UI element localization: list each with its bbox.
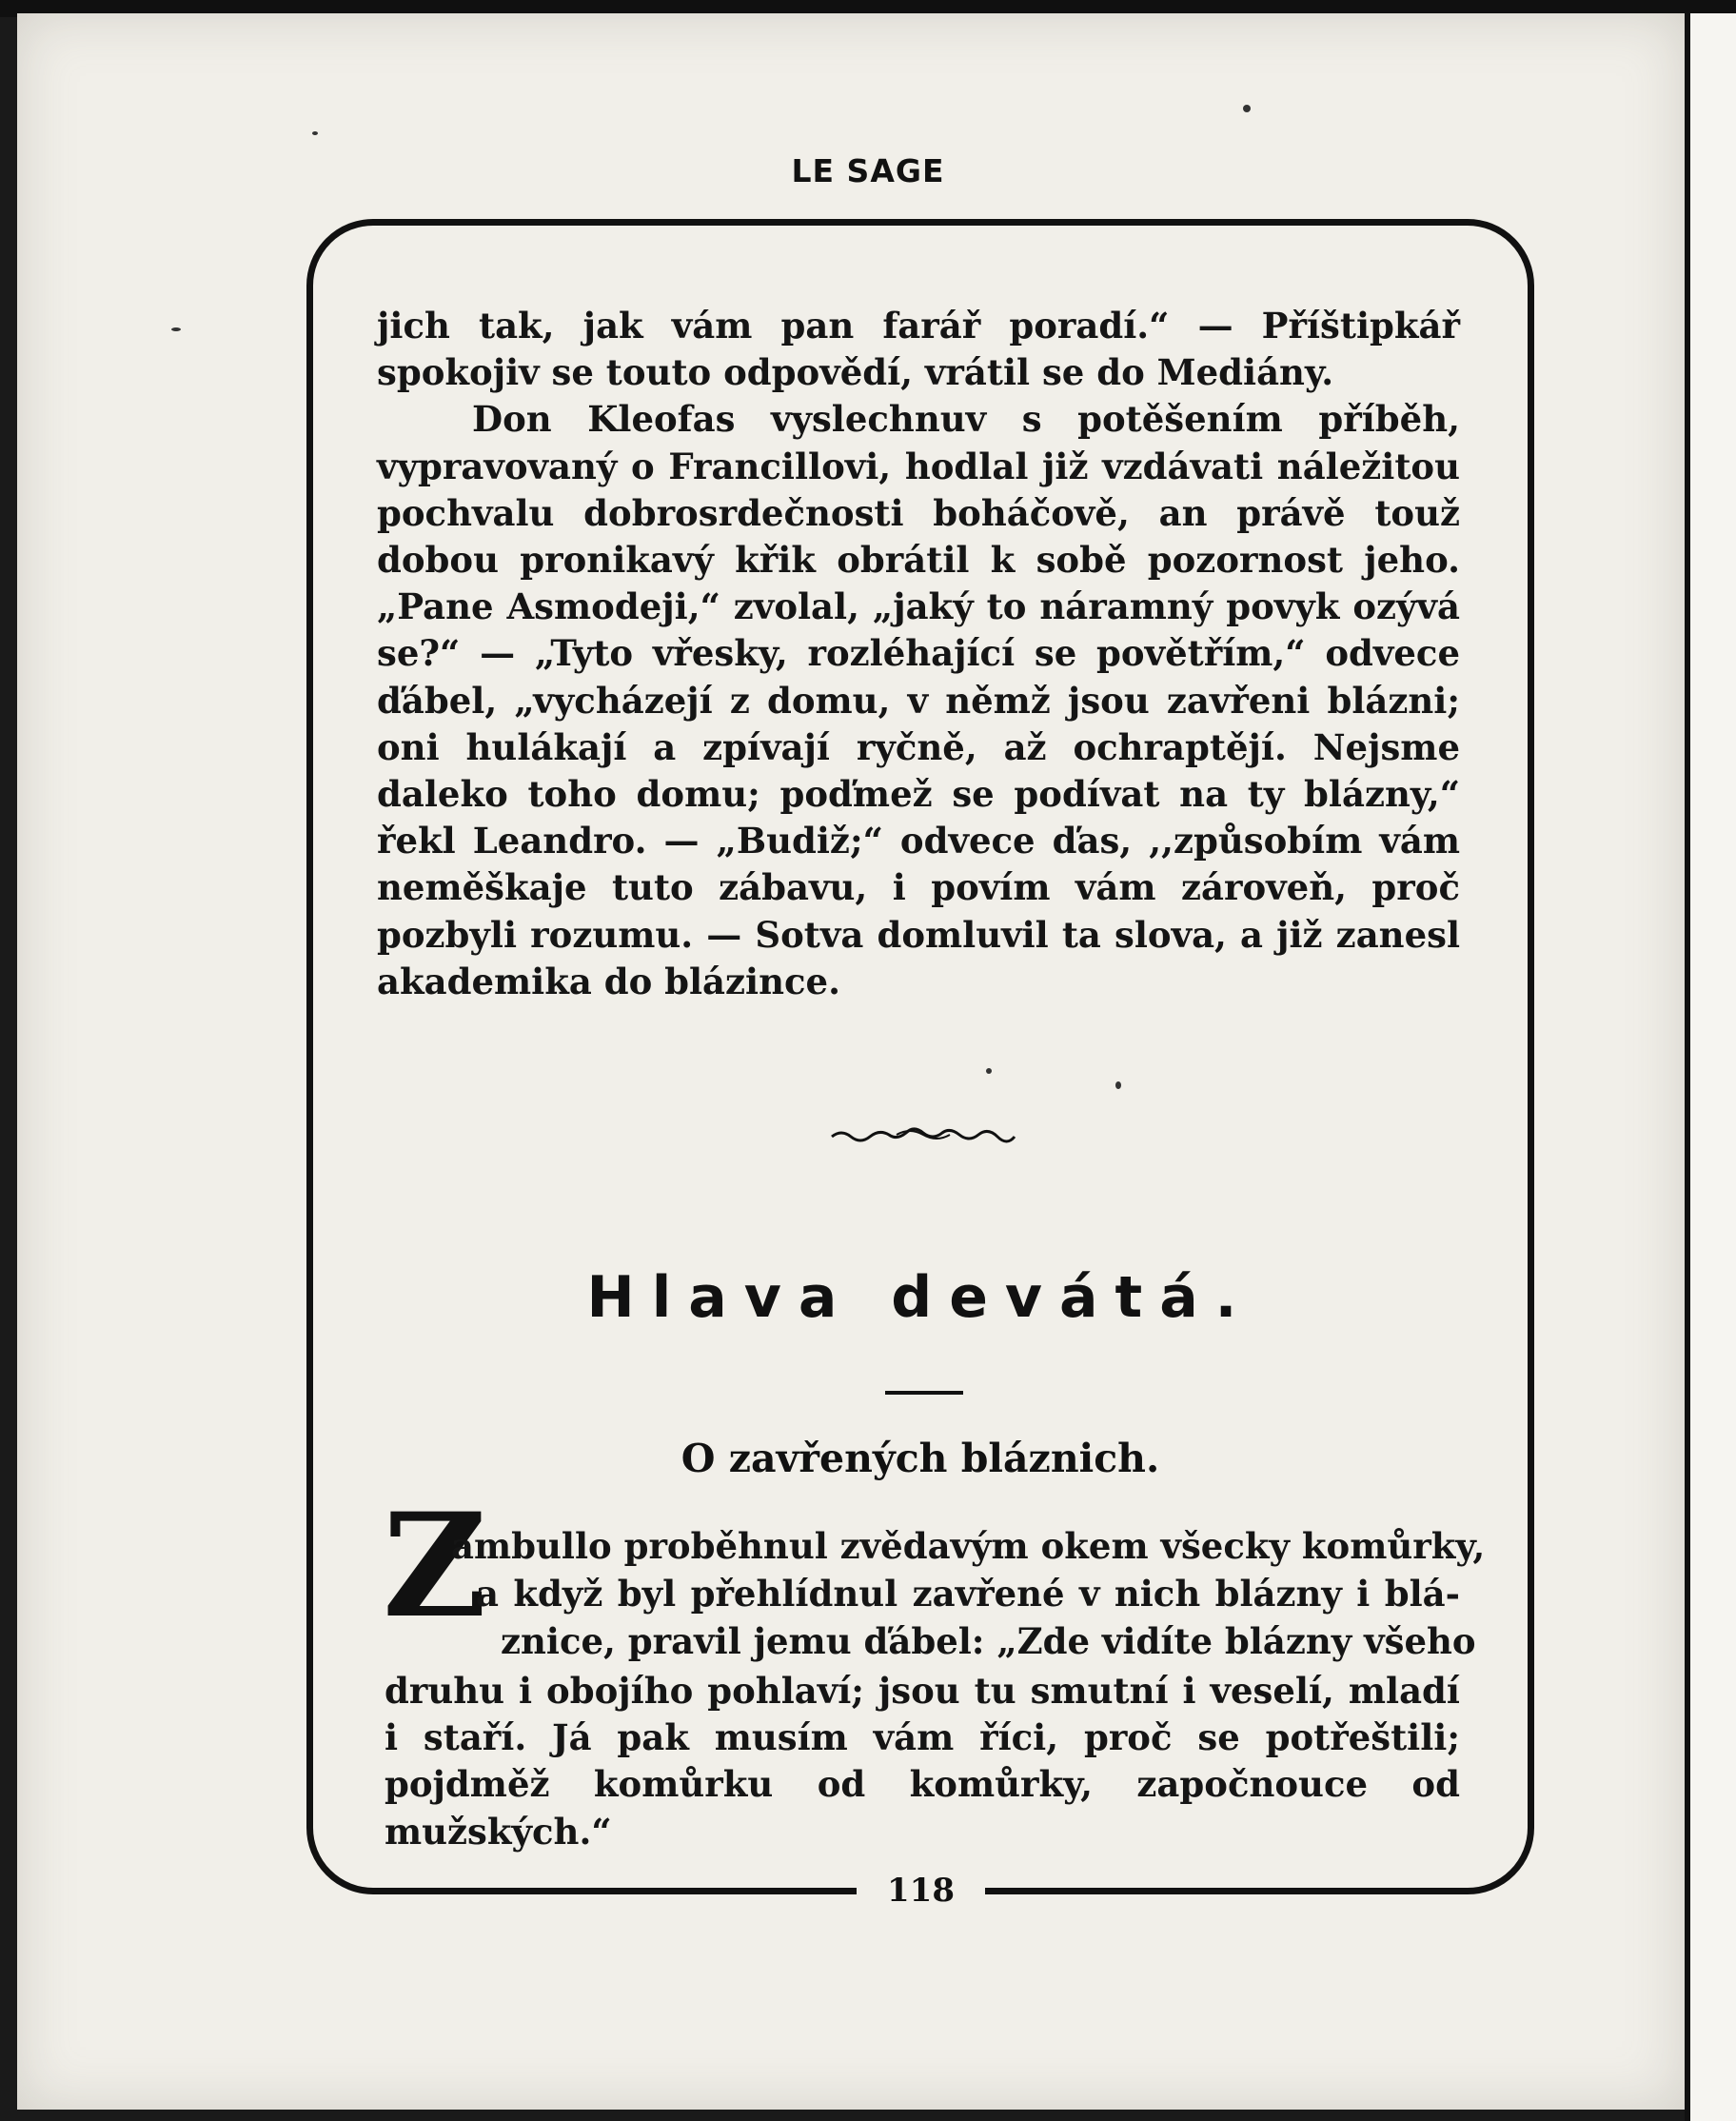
chapter-subtitle: O zavřených bláznich. <box>681 1436 1160 1481</box>
text-line: a když byl přehlídnul zavřené v nich blázny i blá- <box>476 1573 1460 1615</box>
scan-speck <box>1243 105 1251 112</box>
body-text <box>377 303 1460 1005</box>
scan-speck <box>312 131 318 135</box>
scan-speck <box>1115 1081 1121 1089</box>
chapter-divider <box>885 1391 963 1395</box>
text-line: znice, pravil jemu ďábel: „Zde vidíte blázny všeho <box>501 1620 1476 1662</box>
wavy-ornament-icon <box>830 1116 1016 1154</box>
next-page-edge <box>1685 13 1736 2121</box>
running-head: LE SAGE <box>791 152 945 189</box>
scan-speck <box>986 1068 992 1074</box>
paragraph: jich tak, jak vám pan farář poradí.“ — Příštipkář spokojiv se touto odpovědí, vrátil se do Mediány. <box>377 305 1460 394</box>
page-number: 118 <box>887 1872 955 1910</box>
chapter-title: Hlava devátá. <box>586 1264 1254 1331</box>
scan-speck <box>171 327 181 331</box>
paragraph: Don Kleofas vyslechnuv s potěšením příběh, vypravovaný o Francillovi, hodlal již vzdávati náležitou pochvalu dobrosrdečnosti boháčově, an právě touž dobou pronikavý křik obrátil k sobě pozornost jeho. „Pane Asmodeji,“ zvolal, „jaký to náramný povyk ozývá se?“ — „Tyto vřesky, rozléhající se povětřím,“ odvece ďábel, „vycházejí z domu, v němž jsou zavřeni blázni; oni hulákají a zpívají ryčně, až ochraptějí. Nejsme daleko toho domu; poďmež se podívat na ty blázny,“ řekl Leandro. — „Budiž;“ odvece ďas, ,,způsobím vám neměškaje tuto zábavu, i povím vám zároveň, proč pozbyli rozumu. — Sotva domluvil ta slova, a již zanesl akademika do blázince. <box>377 398 1460 1002</box>
paragraph: druhu i obojího pohlaví; jsou tu smutní i veselí, mladí i staří. Já pak musím vám říci, proč se potřeštili; pojdměž komůrku od komůrky, započnouce od mužských.“ <box>385 1670 1460 1853</box>
text-line: ambullo proběhnul zvědavým okem všecky komůrky, <box>451 1525 1486 1567</box>
drop-cap: Z <box>383 1482 487 1650</box>
